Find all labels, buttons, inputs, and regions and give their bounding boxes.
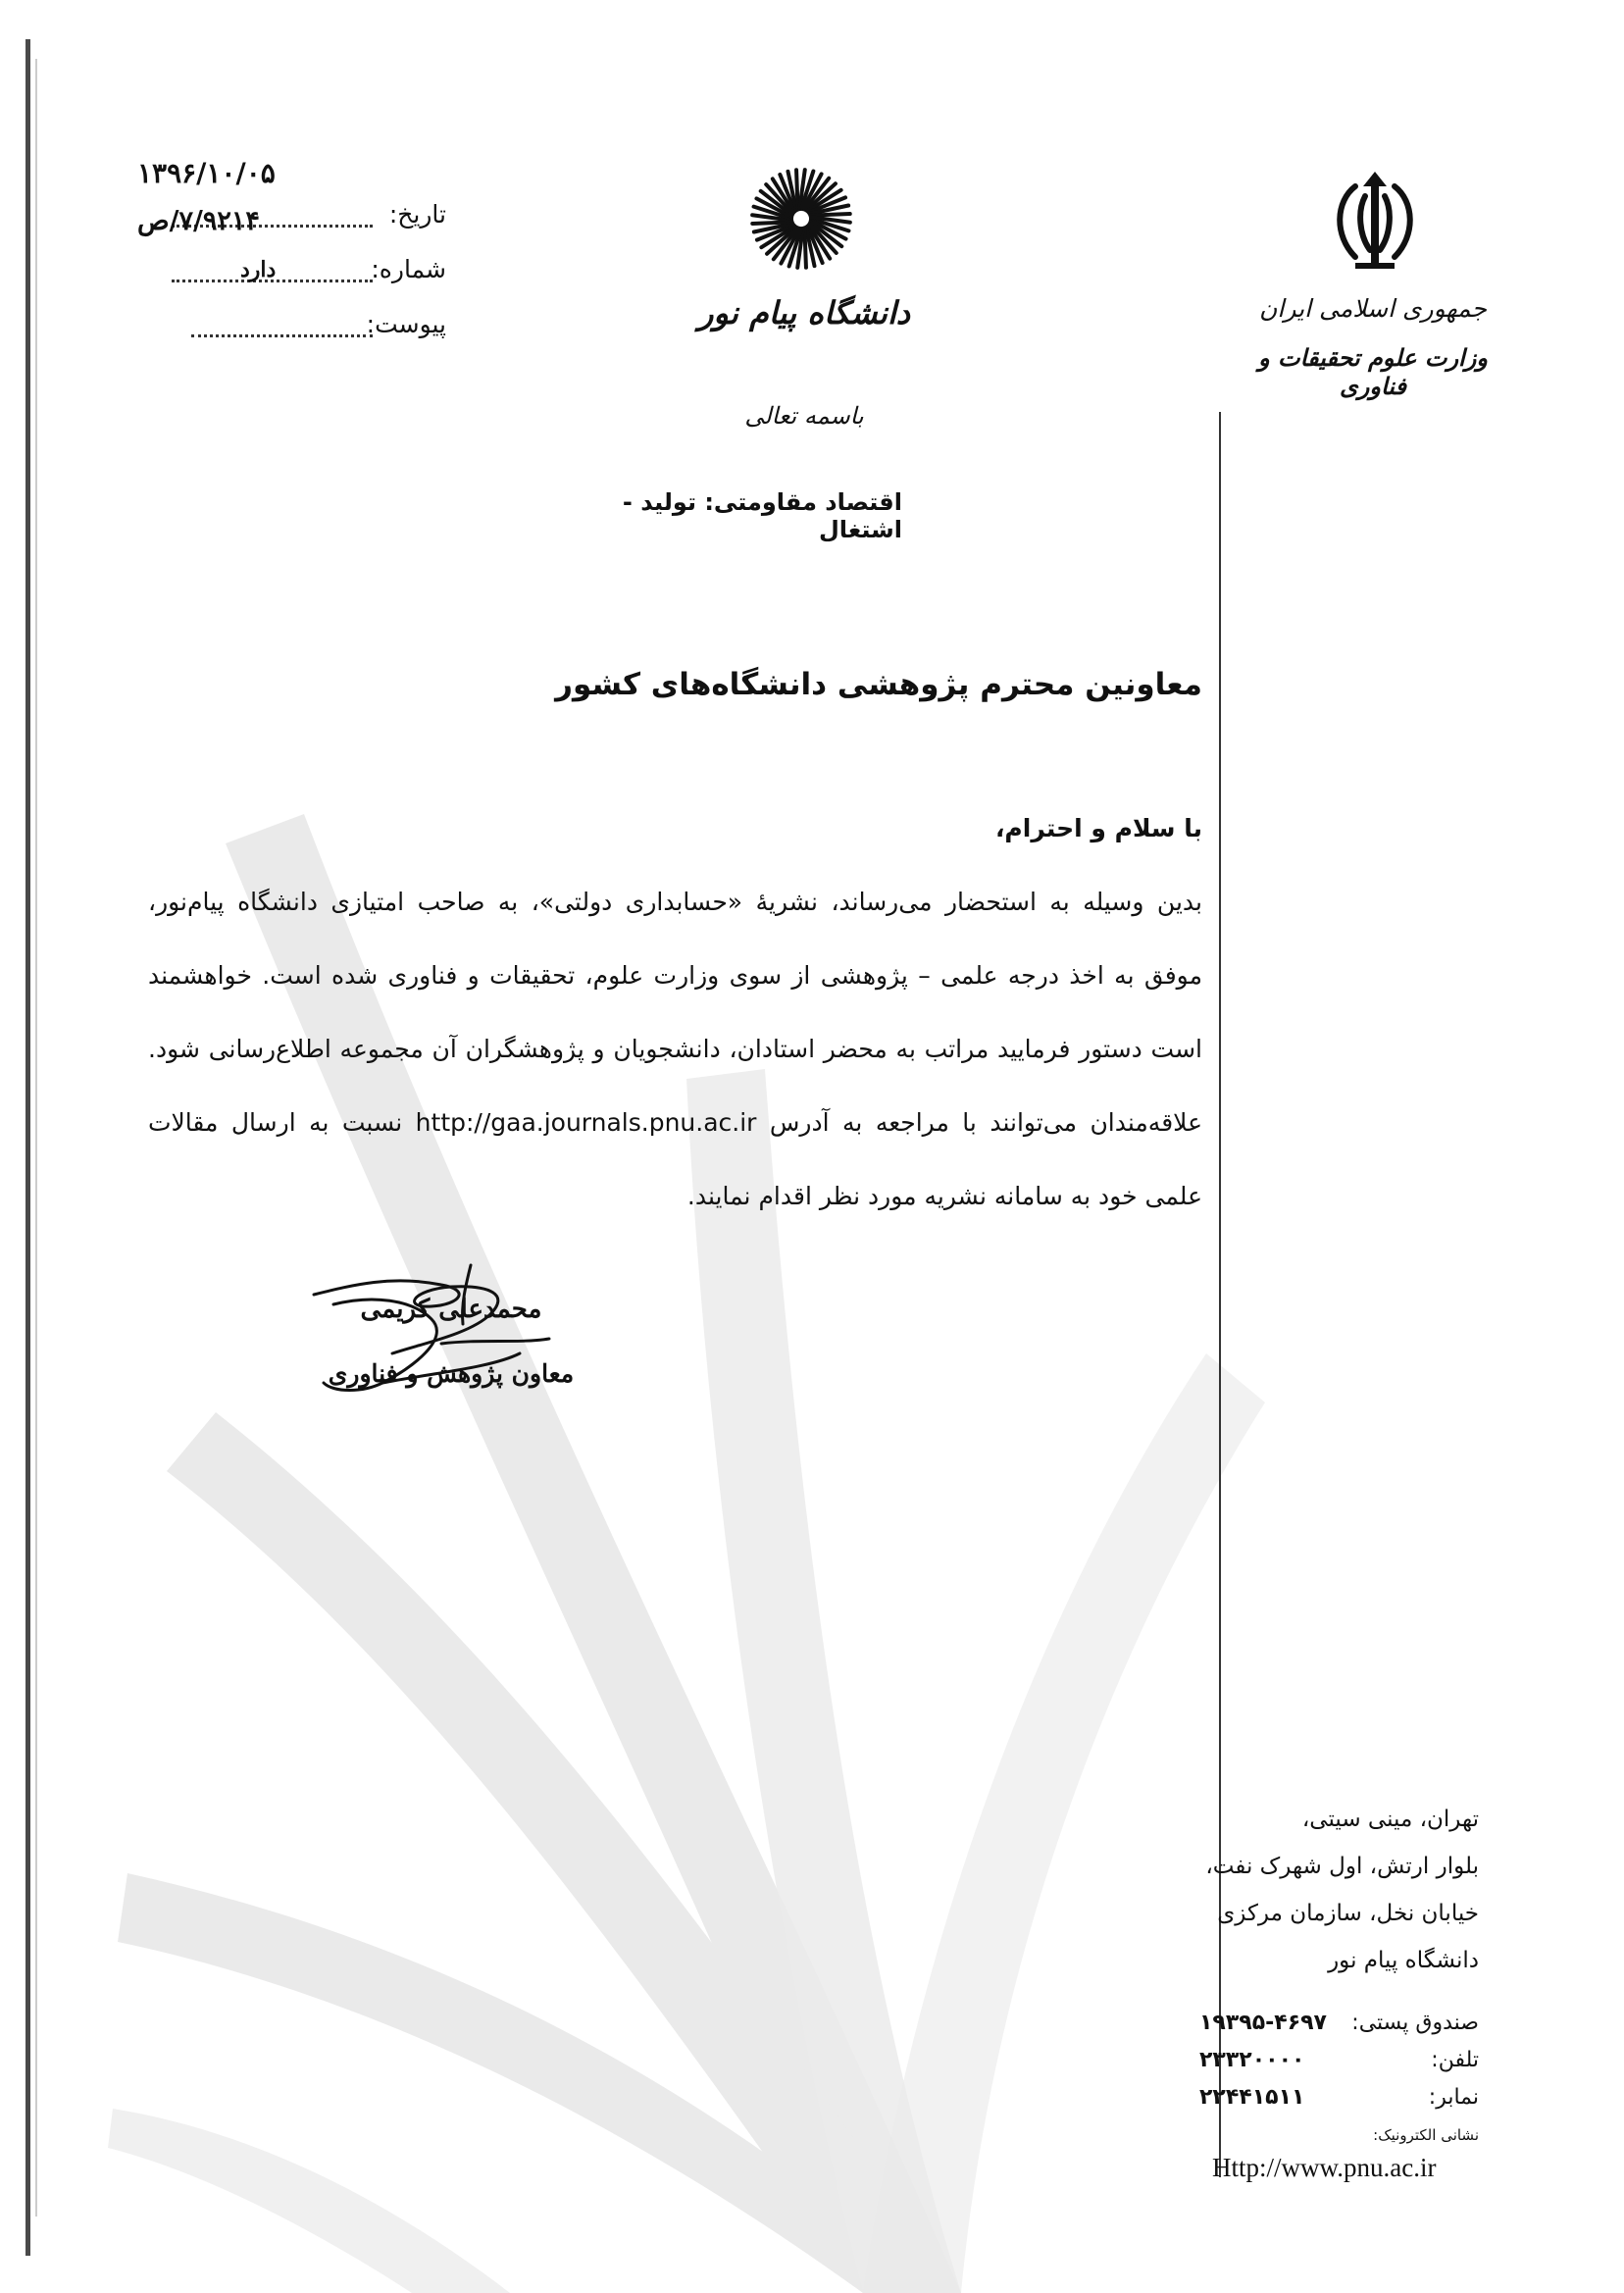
date-value: ۱۳۹۶/۱۰/۰۵ — [137, 157, 276, 189]
slogan: اقتصاد مقاومتی: تولید - اشتغال — [622, 488, 902, 543]
body-line-5: علمی خود به سامانه نشریه مورد نظر اقدام نمایند. — [686, 1182, 1202, 1210]
signatory-title: معاون پژوهش و فناوری — [328, 1359, 575, 1388]
number-label: شماره: — [371, 255, 446, 283]
phone-label: تلفن: — [1431, 2048, 1479, 2072]
iran-emblem-icon — [1326, 167, 1424, 275]
ministry-line2: وزارت علوم تحقیقات و فناوری — [1258, 343, 1488, 400]
address-line-3: خیابان نخل، سازمان مرکزی — [1217, 1901, 1479, 1926]
address-line-2: بلوار ارتش، اول شهرک نفت، — [1205, 1854, 1479, 1879]
address-line-4: دانشگاه پیام نور — [1328, 1948, 1479, 1973]
po-box-value: ۱۹۳۹۵-۴۶۹۷ — [1199, 2011, 1327, 2035]
fax-row — [1199, 2085, 1479, 2118]
email-label: نشانی الکترونیک: — [1373, 2126, 1479, 2144]
body-line-3: است دستور فرمایید مراتب به محضر استادان، دانشجویان و پژوهشگران آن مجموعه اطلاع‌رسانی شود. — [148, 1035, 1202, 1063]
number-value: ۷/۹۲۱۴/ص — [137, 206, 260, 236]
signatory-name: محمدعلی کریمی — [360, 1295, 542, 1324]
greeting: با سلام و احترام، — [994, 814, 1202, 842]
body-line-4: علاقه‌مندان می‌توانند با مراجعه به آدرس http://gaa.journals.pnu.ac.ir نسبت به ارسال مقالات — [148, 1108, 1202, 1137]
date-label: تاریخ: — [388, 200, 446, 229]
attachment-field — [172, 304, 446, 347]
university-name: دانشگاه پیام نور — [697, 294, 911, 331]
recipient: معاونین محترم پژوهشی دانشگاه‌های کشور — [555, 667, 1202, 702]
fax-value: ۲۲۴۴۱۵۱۱ — [1199, 2085, 1305, 2110]
logo-ray — [796, 170, 798, 209]
attachment-dots — [191, 334, 373, 337]
body-line-1: بدین وسیله به استحضار می‌رساند، نشریهٔ «حسابداری دولتی»، به صاحب امتیازی دانشگاه پیام‌نور، — [148, 888, 1202, 916]
website: Http://www.pnu.ac.ir — [1212, 2153, 1437, 2182]
number-field — [172, 249, 446, 292]
scan-left-edge — [25, 39, 30, 2256]
address-line-1: تهران، مینی سیتی، — [1301, 1807, 1479, 1832]
body-line-2: موفق به اخذ درجه علمی – پژوهشی از سوی وزارت علوم، تحقیقات و فناوری شده است. خواهشمند — [148, 961, 1202, 990]
fax-label: نمابر: — [1428, 2085, 1479, 2110]
university-logo — [747, 165, 855, 273]
phone-value: ۲۳۳۲۰۰۰۰ — [1199, 2048, 1305, 2072]
po-box-row — [1199, 2011, 1479, 2044]
logo-ray — [810, 214, 849, 216]
invocation: باسمه تعالی — [744, 402, 864, 430]
scan-left-edge-shadow — [35, 59, 37, 2217]
attachment-label: پیوست: — [366, 310, 446, 338]
ministry-line1: جمهوری اسلامی ایران — [1259, 294, 1487, 323]
po-box-label: صندوق پستی: — [1351, 2011, 1479, 2035]
logo-ray — [752, 222, 791, 224]
attachment-value: دارد — [240, 257, 277, 282]
phone-row — [1199, 2048, 1479, 2081]
logo-ray — [804, 228, 806, 267]
